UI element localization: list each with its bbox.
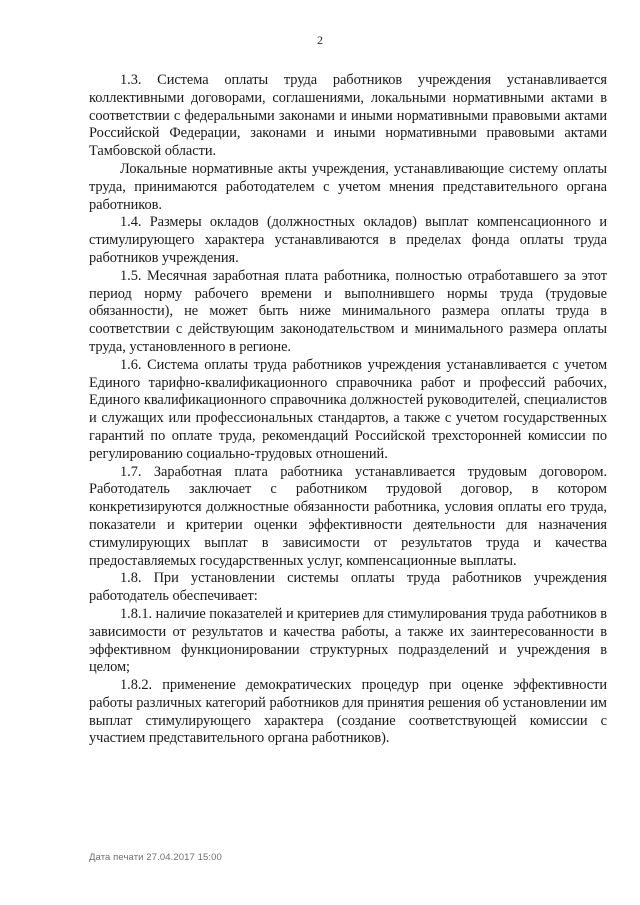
paragraph-1-5: 1.5. Месячная заработная плата работника, полностью отработавшего за этот период норму рабочего времени и выполнившего нормы труда (трудовые обязанности), не может быть ниже минимального размера оплаты труда в соответствии с действующим законодательством и минимального размера оплаты труда, установленного в регионе. [89,267,607,355]
paragraph-1-4: 1.4. Размеры окладов (должностных окладов) выплат компенсационного и стимулирующего характера устанавливаются в пределах фонда оплаты труда работников учреждения. [89,214,607,266]
paragraph-1-8-2: 1.8.2. применение демократических процедур при оценке эффективности работы различных категорий работников для принятия решения об установлении им выплат стимулирующего характера (создание соответствующей комиссии с участием представительного органа работников). [89,677,607,747]
paragraph-1-8: 1.8. При установлении системы оплаты труда работников учреждения работодатель обеспечивает: [89,570,607,605]
document-body [89,72,607,748]
paragraph-1-6: 1.6. Система оплаты труда работников учреждения устанавливается с учетом Единого тарифно-квалификационного справочника работ и профессий рабочих, Единого квалификационного справочника должностей руководителей, специалистов и служащих или профессиональных стандартов, а также с учетом государственных гарантий по оплате труда, рекомендаций Российской трехсторонней комиссии по регулированию социально-трудовых отношений. [89,356,607,462]
page-number: 2 [317,33,323,47]
paragraph-1-3: 1.3. Система оплаты труда работников учреждения устанавливается коллективными договорами, соглашениями, локальными нормативными актами в соответствии с федеральными законами и иными нормативными правовыми актами Российской Федерации, законами и иными нормативными правовыми актами Тамбовской области. [89,72,607,160]
print-date-footer: Дата печати 27.04.2017 15:00 [89,852,222,863]
paragraph-local-acts: Локальные нормативные акты учреждения, устанавливающие систему оплаты труда, принимаются работодателем с учетом мнения представительного органа работников. [89,160,607,213]
paragraph-1-7: 1.7. Заработная плата работника устанавливается трудовым договором. Работодатель заключает с работником трудовой договор, в котором конкретизируются должностные обязанности работника, условия оплаты его труда, показатели и критерии оценки эффективности деятельности для назначения стимулирующих выплат в зависимости от результатов труда и качества предоставляемых государственных услуг, компенсационные выплаты. [89,463,607,569]
paragraph-1-8-1: 1.8.1. наличие показателей и критериев для стимулирования труда работников в зависимости от результатов и качества работы, а также их заинтересованности в эффективном функционировании структурных подразделений и учреждения в целом; [89,605,607,676]
